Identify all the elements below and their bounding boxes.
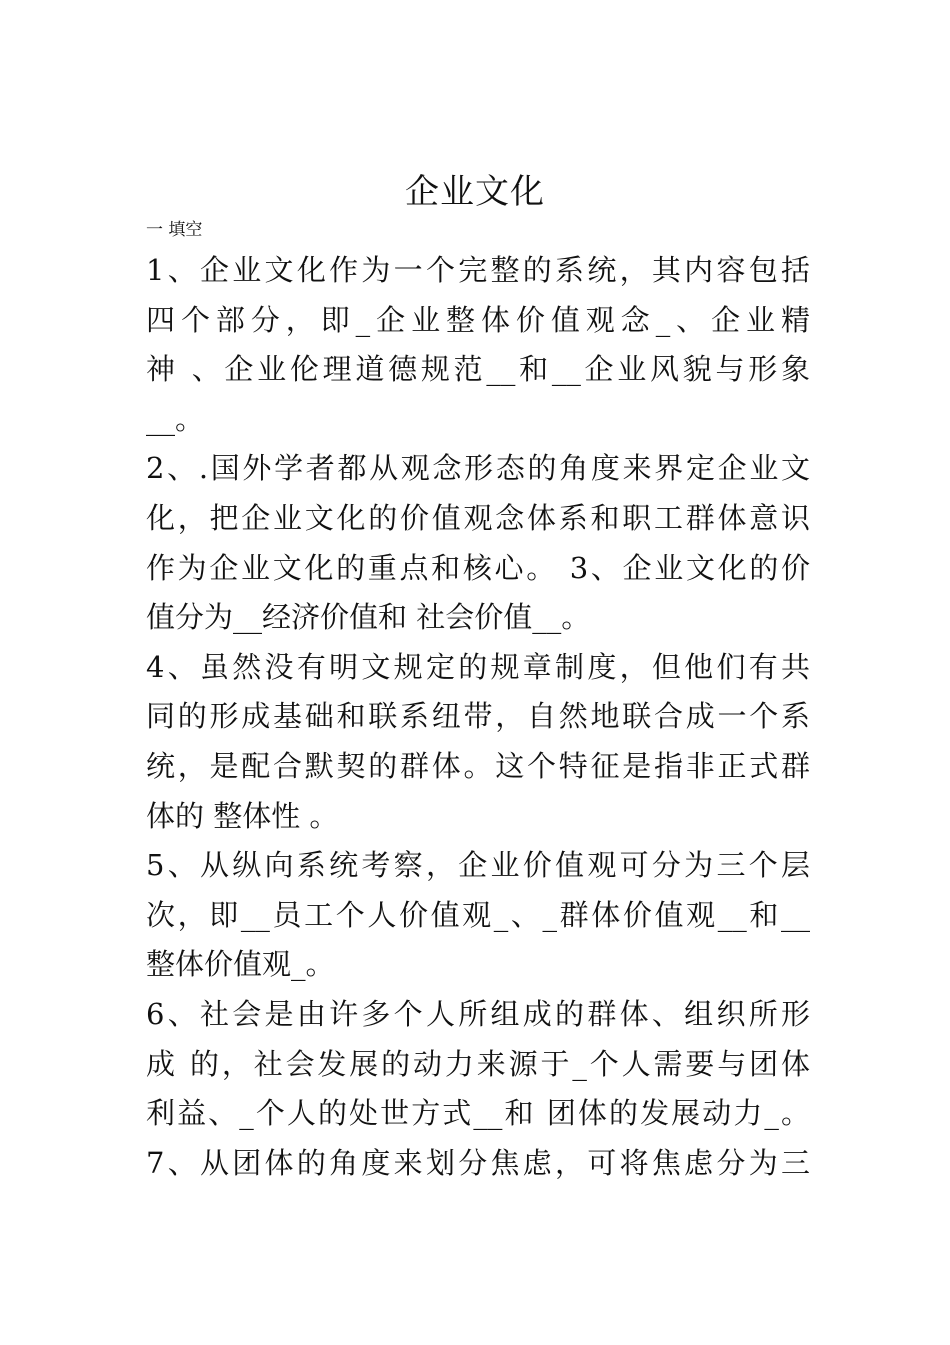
section-heading: 一 填空 — [146, 220, 203, 240]
text-line: 整体价值观_。 — [146, 947, 335, 982]
text-line: 5、从纵向系统考察，企业价值观可分为三个层 — [146, 848, 810, 883]
text-line: 体的 整体性 。 — [146, 798, 339, 833]
text-line: 神 、企业伦理道德规范__和__企业风貌与形象 — [146, 352, 810, 387]
text-line: 四个部分，即_企业整体价值观念_、企业精 — [146, 302, 810, 337]
text-line: 化，把企业文化的价值观念体系和职工群体意识 — [146, 500, 810, 535]
text-line: 同的形成基础和联系纽带，自然地联合成一个系 — [146, 699, 810, 734]
text-line: 成 的，社会发展的动力来源于_个人需要与团体 — [146, 1046, 810, 1081]
text-line: 值分为__经济价值和 社会价值__。 — [146, 600, 591, 635]
text-line: 次，即__员工个人价值观_、_群体价值观__和__ — [146, 897, 810, 932]
text-line: 利益、_个人的处世方式__和 团体的发展动力_。 — [146, 1096, 810, 1131]
text-line: 7、从团体的角度来划分焦虑，可将焦虑分为三 — [146, 1145, 810, 1180]
document-body — [146, 246, 810, 1188]
text-line: 1、企业文化作为一个完整的系统，其内容包括 — [146, 253, 810, 287]
document-title: 企业文化 — [405, 172, 545, 212]
text-line: 4、虽然没有明文规定的规章制度，但他们有共 — [146, 649, 810, 684]
text-line: 6、社会是由许多个人所组成的群体、组织所形 — [146, 996, 810, 1031]
text-line: 2、.国外学者都从观念形态的角度来界定企业文 — [146, 451, 810, 486]
text-line: 统，是配合默契的群体。这个特征是指非正式群 — [146, 748, 810, 783]
text-line: 作为企业文化的重点和核心。 3、企业文化的价 — [146, 550, 810, 585]
text-line: __。 — [146, 401, 205, 436]
